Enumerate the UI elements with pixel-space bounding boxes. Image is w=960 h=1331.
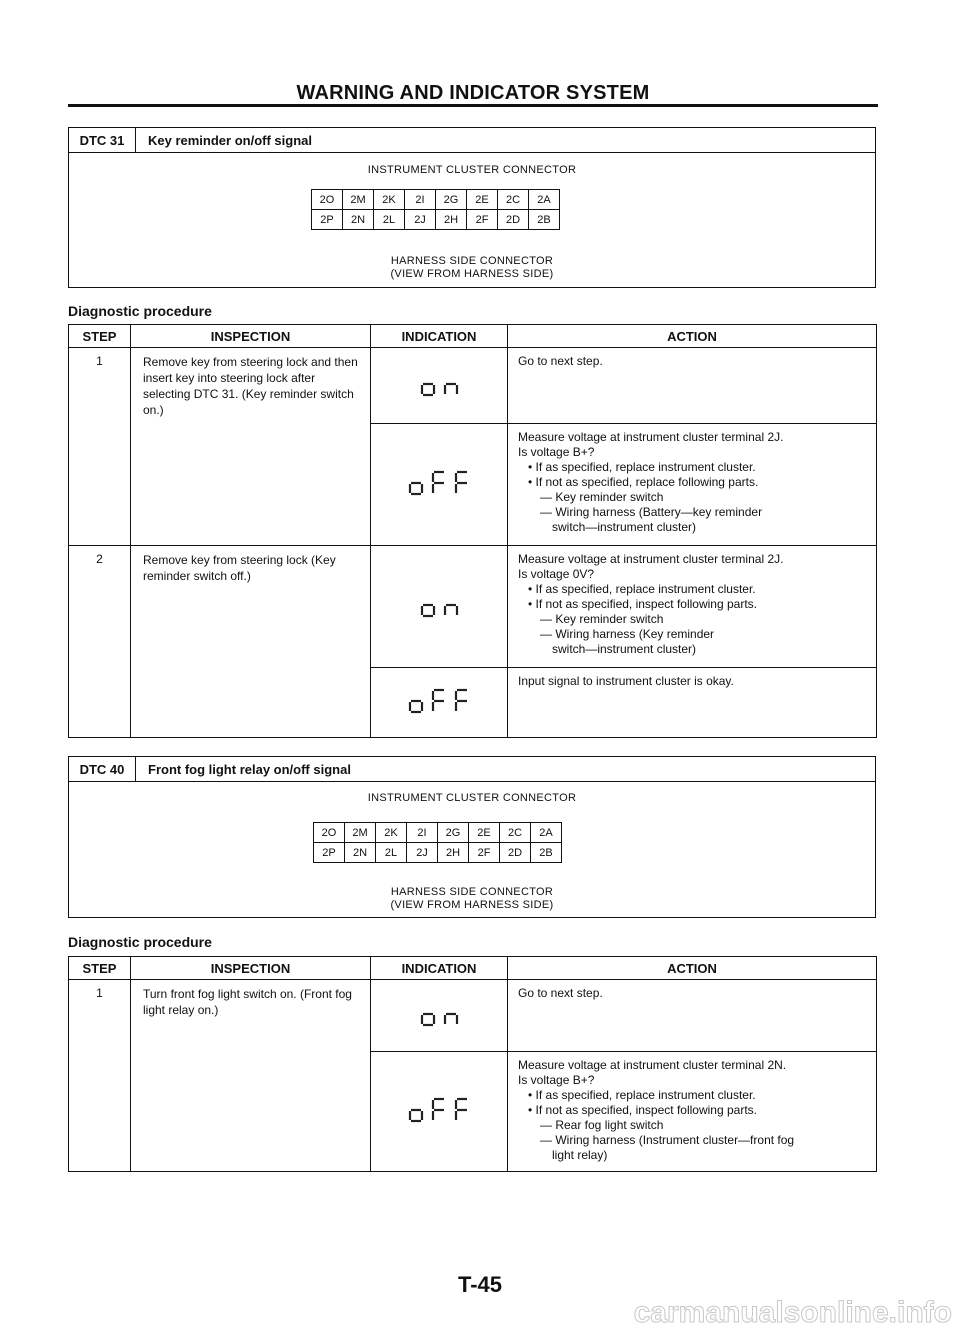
lcd-glyph-svg	[407, 469, 471, 497]
pin-cell: 2N	[345, 843, 376, 863]
dtc-code: DTC 40	[69, 757, 136, 781]
dtc-description: Key reminder on/off signal	[148, 132, 312, 148]
pin-cell: 2H	[438, 843, 469, 863]
harness-label-line-1: HARNESS SIDE CONNECTOR	[390, 886, 554, 898]
pin-cell: 2M	[343, 190, 374, 210]
col-header-action: ACTION	[508, 325, 877, 348]
connector-pin-grid	[313, 822, 562, 863]
dtc-code: DTC 31	[69, 128, 136, 152]
pin-cell: 2A	[529, 190, 560, 210]
lcd-off-indicator	[407, 469, 471, 500]
pin-cell: 2I	[405, 190, 436, 210]
watermark-text: carmanualsonline.info	[633, 1296, 952, 1329]
action-cell	[508, 348, 877, 424]
lcd-digit	[433, 690, 444, 711]
pin-cell: 2G	[438, 823, 469, 843]
lcd-off-indicator	[407, 687, 471, 718]
step-number: 2	[69, 546, 131, 738]
pin-cell: 2O	[312, 190, 343, 210]
indication-on-display	[371, 980, 508, 1052]
pin-cell: 2N	[343, 210, 374, 230]
pin-cell: 2B	[529, 210, 560, 230]
action-subitem: — Wiring harness (Instrument cluster—front fog	[540, 1133, 795, 1147]
indication-on-display	[371, 546, 508, 668]
pin-cell: 2K	[374, 190, 405, 210]
connector-title: INSTRUMENT CLUSTER CONNECTOR	[367, 792, 577, 804]
action-bullet: • If as specified, replace instrument cluster.	[528, 460, 756, 474]
pin-cell: 2H	[436, 210, 467, 230]
col-header-indication: INDICATION	[371, 325, 508, 348]
action-line: Go to next step.	[518, 986, 603, 1000]
pin-cell: 2P	[312, 210, 343, 230]
pin-cell: 2O	[314, 823, 345, 843]
lcd-digit	[433, 1099, 444, 1120]
pin-cell: 2J	[405, 210, 436, 230]
dtc-31-connector-box	[68, 127, 876, 288]
inspection-text: Remove key from steering lock (Key reminder switch off.)	[131, 546, 371, 738]
action-bullet: • If not as specified, inspect following parts.	[528, 597, 757, 611]
connector-row-top	[312, 190, 560, 210]
table-row	[69, 348, 877, 424]
pin-cell: 2C	[498, 190, 529, 210]
dtc-31-procedure-table	[68, 324, 877, 738]
lcd-digit	[410, 1110, 422, 1121]
lcd-glyph-svg	[407, 687, 471, 715]
connector-pin-grid	[311, 189, 560, 230]
lcd-digit	[456, 690, 467, 711]
pin-cell: 2G	[436, 190, 467, 210]
action-bullet: • If not as specified, inspect following parts.	[528, 1103, 757, 1117]
lcd-digit	[410, 701, 422, 712]
table-row	[69, 546, 877, 668]
lcd-on-indicator	[419, 370, 460, 401]
lcd-glyph-svg	[419, 370, 460, 398]
action-cell	[508, 668, 877, 738]
harness-label-line-2: (VIEW FROM HARNESS SIDE)	[390, 268, 554, 280]
indication-off-display	[371, 668, 508, 738]
step-number: 1	[69, 348, 131, 546]
lcd-glyph-svg	[419, 1000, 460, 1028]
pin-cell: 2D	[498, 210, 529, 230]
col-header-action: ACTION	[508, 957, 877, 980]
procedure-heading: Diagnostic procedure	[68, 303, 212, 319]
action-cell	[508, 546, 877, 668]
action-subitem-cont: light relay)	[552, 1148, 608, 1162]
pin-cell: 2K	[376, 823, 407, 843]
step-number: 1	[69, 980, 131, 1172]
action-subitem: — Wiring harness (Battery—key reminder	[540, 505, 763, 519]
col-header-indication: INDICATION	[371, 957, 508, 980]
procedure-heading: Diagnostic procedure	[68, 934, 212, 950]
pin-cell: 2E	[469, 823, 500, 843]
action-line: Measure voltage at instrument cluster terminal 2J.	[518, 430, 784, 444]
lcd-digit	[445, 1014, 457, 1024]
pin-cell: 2B	[531, 843, 562, 863]
lcd-glyph-svg	[419, 591, 460, 619]
lcd-digit	[410, 483, 422, 494]
connector-diagram	[69, 153, 875, 287]
action-cell	[508, 1052, 877, 1172]
dtc-40-connector-box	[68, 756, 876, 918]
dtc-description: Front fog light relay on/off signal	[148, 761, 351, 777]
dtc-header	[69, 757, 875, 782]
action-bullet: • If as specified, replace instrument cluster.	[528, 582, 756, 596]
page-title: WARNING AND INDICATOR SYSTEM	[296, 82, 650, 104]
connector-row-bottom	[312, 210, 560, 230]
action-line: Input signal to instrument cluster is okay.	[518, 674, 734, 688]
table-header-row	[69, 957, 877, 980]
lcd-on-indicator	[419, 1000, 460, 1031]
lcd-digit	[445, 384, 457, 394]
connector-title: INSTRUMENT CLUSTER CONNECTOR	[367, 164, 577, 176]
connector-row-bottom	[314, 843, 562, 863]
connector-row-top	[314, 823, 562, 843]
action-subitem: — Wiring harness (Key reminder	[540, 627, 715, 641]
action-line: Measure voltage at instrument cluster terminal 2J.	[518, 552, 784, 566]
lcd-digit	[456, 472, 467, 493]
action-bullet: • If as specified, replace instrument cluster.	[528, 1088, 756, 1102]
inspection-text: Turn front fog light switch on. (Front fog light relay on.)	[131, 980, 371, 1172]
lcd-digit	[456, 1099, 467, 1120]
lcd-digit	[422, 384, 434, 395]
lcd-off-indicator	[407, 1096, 471, 1127]
action-subitem: — Key reminder switch	[540, 612, 664, 626]
dtc-header	[69, 128, 875, 153]
action-bullet: • If not as specified, replace following parts.	[528, 475, 759, 489]
action-subitem-cont: switch—instrument cluster)	[552, 520, 697, 534]
connector-diagram	[69, 782, 875, 917]
harness-side-label	[69, 255, 875, 281]
action-subitem: — Rear fog light switch	[540, 1118, 664, 1132]
indication-off-display	[371, 424, 508, 546]
inspection-text: Remove key from steering lock and then insert key into steering lock after selecting DTC 31. (Key reminder switch on.)	[131, 348, 371, 546]
pin-cell: 2L	[376, 843, 407, 863]
col-header-inspection: INSPECTION	[131, 957, 371, 980]
lcd-digit	[422, 1014, 434, 1025]
pin-cell: 2J	[407, 843, 438, 863]
page-number: T-45	[457, 1272, 503, 1297]
action-subitem: — Key reminder switch	[540, 490, 664, 504]
pin-cell: 2M	[345, 823, 376, 843]
table-row	[69, 980, 877, 1052]
action-question: Is voltage B+?	[518, 445, 595, 459]
col-header-step: STEP	[69, 325, 131, 348]
indication-on-display	[371, 348, 508, 424]
lcd-digit	[445, 605, 457, 615]
pin-cell: 2C	[500, 823, 531, 843]
pin-cell: 2F	[469, 843, 500, 863]
action-line: Measure voltage at instrument cluster terminal 2N.	[518, 1058, 787, 1072]
action-subitem-cont: switch—instrument cluster)	[552, 642, 697, 656]
pin-cell: 2L	[374, 210, 405, 230]
lcd-on-indicator	[419, 591, 460, 622]
action-cell	[508, 424, 877, 546]
pin-cell: 2E	[467, 190, 498, 210]
pin-cell: 2D	[500, 843, 531, 863]
action-cell	[508, 980, 877, 1052]
table-header-row	[69, 325, 877, 348]
pin-cell: 2A	[531, 823, 562, 843]
lcd-digit	[422, 605, 434, 616]
col-header-step: STEP	[69, 957, 131, 980]
harness-label-line-1: HARNESS SIDE CONNECTOR	[390, 255, 554, 267]
col-header-inspection: INSPECTION	[131, 325, 371, 348]
pin-cell: 2I	[407, 823, 438, 843]
pin-cell: 2P	[314, 843, 345, 863]
title-rule	[68, 104, 878, 107]
action-line: Go to next step.	[518, 354, 603, 368]
harness-label-line-2: (VIEW FROM HARNESS SIDE)	[390, 899, 554, 911]
harness-side-label	[69, 886, 875, 912]
action-question: Is voltage B+?	[518, 1073, 595, 1087]
action-question: Is voltage 0V?	[518, 567, 595, 581]
dtc-40-procedure-table	[68, 956, 877, 1172]
pin-cell: 2F	[467, 210, 498, 230]
lcd-glyph-svg	[407, 1096, 471, 1124]
indication-off-display	[371, 1052, 508, 1172]
lcd-digit	[433, 472, 444, 493]
